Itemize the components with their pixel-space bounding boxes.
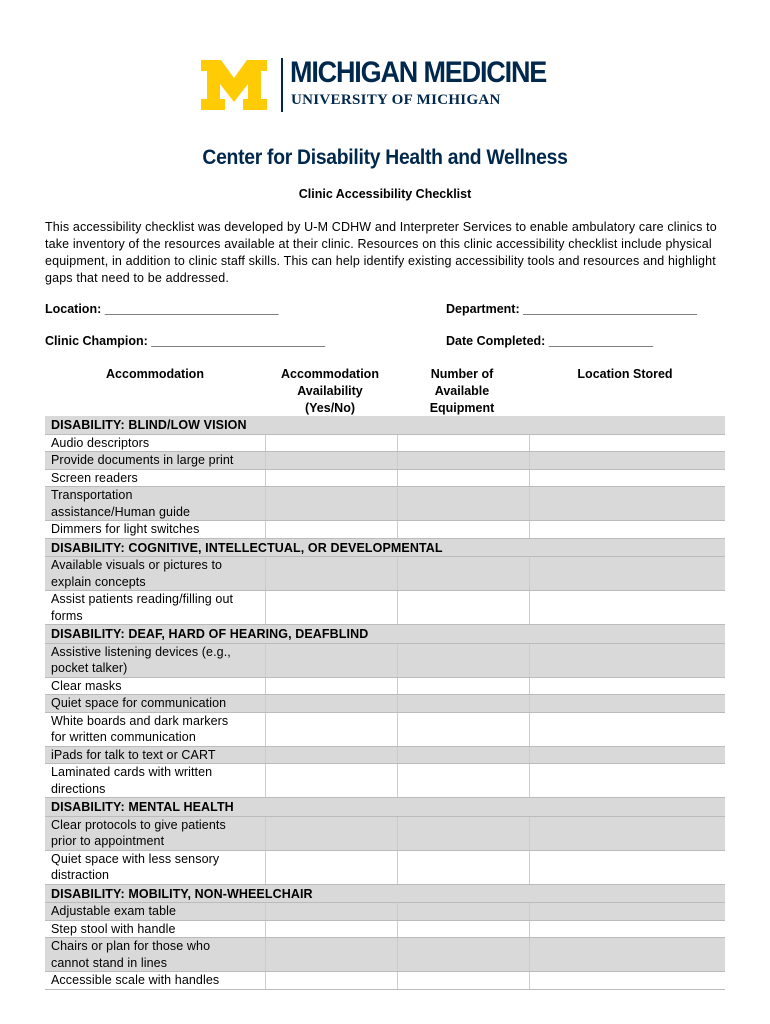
accommodation-label: Available visuals or pictures to [51, 558, 223, 572]
table-row [45, 903, 725, 921]
accommodation-label: cannot stand in lines [51, 955, 168, 970]
accommodation-cell [45, 746, 266, 764]
category-label: DISABILITY: DEAF, HARD OF HEARING, DEAFBLIND [45, 625, 725, 644]
accommodation-label: pocket talker) [51, 661, 128, 675]
table-row [45, 521, 725, 539]
accommodation-label: Clear protocols to give patients [51, 817, 226, 832]
accommodation-cell [45, 521, 266, 539]
category-label: DISABILITY: MOBILITY, NON-WHEELCHAIR [45, 884, 725, 903]
accommodation-label: directions [51, 781, 106, 796]
availability-cell[interactable] [266, 469, 398, 487]
location-cell[interactable] [530, 746, 726, 764]
category-label: DISABILITY: MENTAL HEALTH [45, 798, 725, 817]
accommodation-label: Clear masks [51, 678, 122, 693]
accommodation-cell [45, 938, 266, 972]
accommodation-label: Dimmers for light switches [51, 522, 200, 536]
number-cell[interactable] [398, 972, 530, 990]
col-header-number [400, 366, 524, 417]
accommodation-label: Assistive listening devices (e.g., [51, 644, 231, 659]
number-cell[interactable] [398, 487, 530, 521]
availability-cell[interactable] [266, 746, 398, 764]
accommodation-cell [45, 434, 266, 452]
col-header-number-line: Equipment [429, 401, 495, 415]
location-cell[interactable] [530, 557, 726, 591]
col-header-number-line: Number of [430, 367, 494, 381]
number-cell[interactable] [398, 677, 530, 695]
intro-paragraph: This accessibility checklist was developed by U-M CDHW and Interpreter Services to enable ambulatory care clinics to take inventory of the resources available at their clinic. Resources on this clinic accessibility checklist include physical equipment, in addition to clinic staff skills. This can help identify existing accessibility tools and resources and highlight gaps that need to be addressed. [45, 220, 717, 285]
availability-cell[interactable] [266, 695, 398, 713]
col-header-availability-line: Accommodation [281, 367, 379, 381]
availability-cell[interactable] [266, 816, 398, 850]
category-row [45, 416, 725, 434]
table-row [45, 695, 725, 713]
number-cell[interactable] [398, 938, 530, 972]
location-cell[interactable] [530, 972, 726, 990]
accommodation-cell [45, 643, 266, 677]
location-cell[interactable] [530, 903, 726, 921]
category-label: DISABILITY: COGNITIVE, INTELLECTUAL, OR DEVELOPMENTAL [45, 538, 725, 557]
availability-cell[interactable] [266, 938, 398, 972]
accommodation-label: Step stool with handle [51, 921, 176, 936]
location-cell[interactable] [530, 469, 726, 487]
number-cell[interactable] [398, 591, 530, 625]
table-row [45, 746, 725, 764]
department-field: Department: _________________________ [446, 302, 697, 316]
accommodation-label: Accessible scale with handles [51, 973, 220, 987]
center-title: Center for Disability Health and Wellness [202, 146, 568, 169]
location-cell[interactable] [530, 938, 726, 972]
michigan-medicine-logo [201, 58, 573, 112]
location-cell[interactable] [530, 695, 726, 713]
accommodation-cell [45, 816, 266, 850]
accommodation-label: Laminated cards with written [51, 765, 213, 779]
availability-cell[interactable] [266, 677, 398, 695]
table-row [45, 816, 725, 850]
accommodation-label: for written communication [51, 730, 196, 744]
accommodation-cell [45, 764, 266, 798]
location-cell[interactable] [530, 643, 726, 677]
location-cell[interactable] [530, 850, 726, 884]
accommodation-cell [45, 695, 266, 713]
location-cell[interactable] [530, 452, 726, 470]
accommodation-label: distraction [51, 868, 110, 882]
accommodation-cell [45, 591, 266, 625]
location-cell[interactable] [530, 920, 726, 938]
accommodation-label: explain concepts [51, 574, 146, 589]
number-cell[interactable] [398, 712, 530, 746]
logo-brand-main: MICHIGAN MEDICINE [290, 56, 547, 89]
table-row [45, 850, 725, 884]
availability-cell[interactable] [266, 643, 398, 677]
accommodation-label: Provide documents in large print [51, 453, 234, 467]
col-header-availability [260, 366, 400, 417]
category-row [45, 884, 725, 903]
accommodation-cell [45, 972, 266, 990]
number-cell[interactable] [398, 695, 530, 713]
location-cell[interactable] [530, 434, 726, 452]
availability-cell[interactable] [266, 972, 398, 990]
availability-cell[interactable] [266, 521, 398, 539]
category-row [45, 625, 725, 644]
number-cell[interactable] [398, 920, 530, 938]
number-cell[interactable] [398, 643, 530, 677]
availability-cell[interactable] [266, 712, 398, 746]
table-row [45, 920, 725, 938]
table-row [45, 591, 725, 625]
checklist-table [45, 416, 725, 990]
table-row [45, 938, 725, 972]
table-row [45, 677, 725, 695]
table-row [45, 643, 725, 677]
number-cell[interactable] [398, 434, 530, 452]
accommodation-cell [45, 452, 266, 470]
table-row [45, 764, 725, 798]
availability-cell[interactable] [266, 764, 398, 798]
table-row [45, 487, 725, 521]
availability-cell[interactable] [266, 591, 398, 625]
category-row [45, 538, 725, 557]
document-title: Clinic Accessibility Checklist [298, 187, 472, 201]
accommodation-label: Quiet space with less sensory [51, 851, 220, 866]
accommodation-label: Assist patients reading/filling out [51, 592, 234, 606]
number-cell[interactable] [398, 521, 530, 539]
accommodation-label: Adjustable exam table [51, 904, 177, 918]
table-row [45, 712, 725, 746]
location-field: Location: _________________________ [45, 302, 279, 316]
clinic-champion-field: Clinic Champion: _________________________ [45, 334, 326, 348]
availability-cell[interactable] [266, 557, 398, 591]
col-header-location: Location Stored [577, 367, 673, 381]
accommodation-cell [45, 850, 266, 884]
location-cell[interactable] [530, 816, 726, 850]
accommodation-cell [45, 469, 266, 487]
accommodation-label: prior to appointment [51, 834, 165, 848]
accommodation-label: forms [51, 608, 83, 623]
availability-cell[interactable] [266, 920, 398, 938]
col-header-accommodation: Accommodation [106, 367, 204, 381]
category-label: DISABILITY: BLIND/LOW VISION [45, 416, 725, 434]
accommodation-label: iPads for talk to text or CART [51, 747, 216, 762]
accommodation-cell [45, 487, 266, 521]
number-cell[interactable] [398, 903, 530, 921]
block-m-icon [201, 60, 267, 110]
table-row [45, 557, 725, 591]
accommodation-cell [45, 557, 266, 591]
col-header-number-line: Available [434, 384, 490, 398]
table-row [45, 434, 725, 452]
logo-divider [281, 58, 283, 112]
accommodation-label: Quiet space for communication [51, 696, 227, 710]
number-cell[interactable] [398, 816, 530, 850]
accommodation-label: Chairs or plan for those who [51, 939, 211, 953]
location-cell[interactable] [530, 521, 726, 539]
number-cell[interactable] [398, 764, 530, 798]
availability-cell[interactable] [266, 850, 398, 884]
accommodation-label: assistance/Human guide [51, 504, 191, 519]
number-cell[interactable] [398, 452, 530, 470]
location-cell[interactable] [530, 712, 726, 746]
table-row [45, 972, 725, 990]
location-cell[interactable] [530, 677, 726, 695]
col-header-availability-line: (Yes/No) [304, 401, 355, 415]
availability-cell[interactable] [266, 434, 398, 452]
table-row [45, 469, 725, 487]
logo-brand-sub: UNIVERSITY OF MICHIGAN [291, 92, 501, 108]
accommodation-label: White boards and dark markers [51, 713, 229, 728]
location-cell[interactable] [530, 764, 726, 798]
number-cell[interactable] [398, 469, 530, 487]
date-completed-field: Date Completed: _______________ [446, 334, 654, 348]
accommodation-label: Screen readers [51, 470, 138, 485]
availability-cell[interactable] [266, 452, 398, 470]
availability-cell[interactable] [266, 487, 398, 521]
number-cell[interactable] [398, 557, 530, 591]
accommodation-cell [45, 712, 266, 746]
accommodation-label: Transportation [51, 488, 133, 502]
accommodation-cell [45, 920, 266, 938]
number-cell[interactable] [398, 850, 530, 884]
number-cell[interactable] [398, 746, 530, 764]
availability-cell[interactable] [266, 903, 398, 921]
table-row [45, 452, 725, 470]
category-row [45, 798, 725, 817]
accommodation-cell [45, 677, 266, 695]
accommodation-cell [45, 903, 266, 921]
location-cell[interactable] [530, 591, 726, 625]
location-cell[interactable] [530, 487, 726, 521]
accommodation-label: Audio descriptors [51, 435, 150, 450]
col-header-availability-line: Availability [297, 384, 363, 398]
